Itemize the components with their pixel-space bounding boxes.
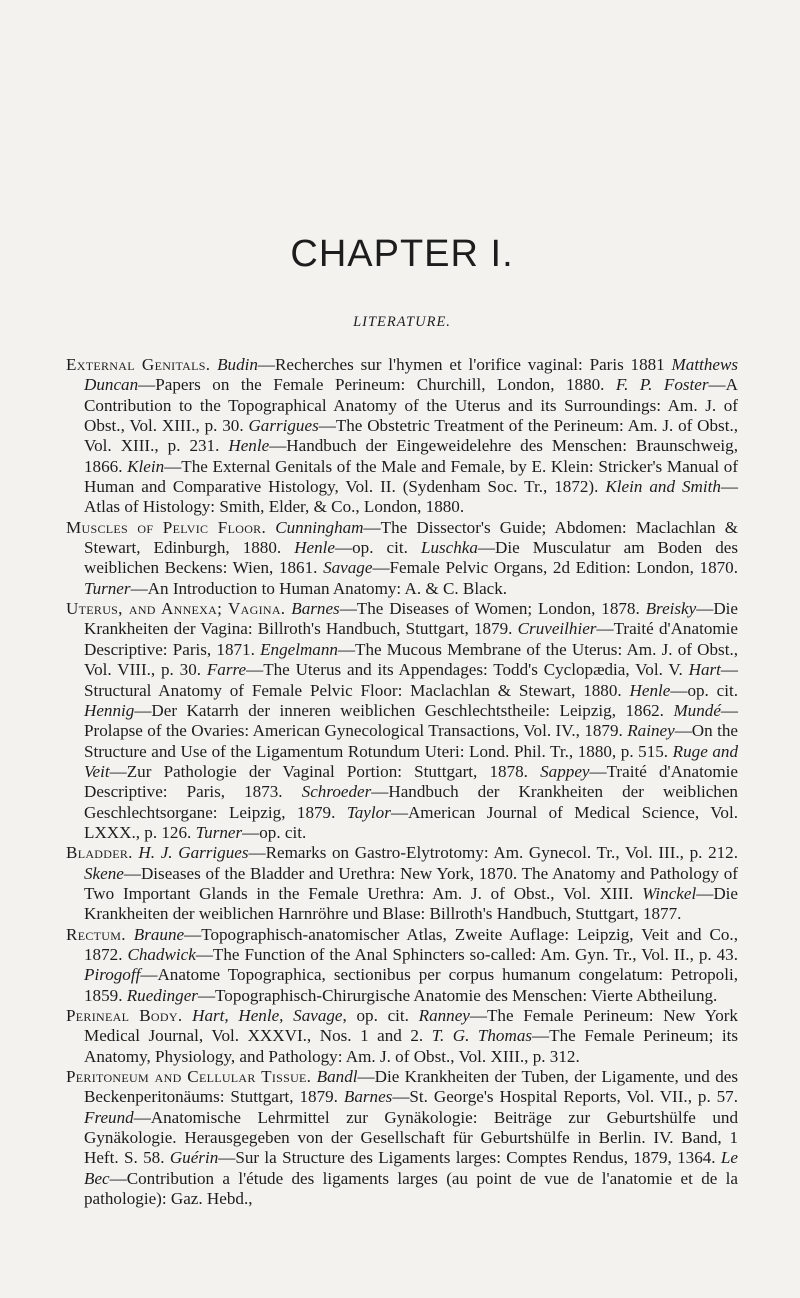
author-name: F. P. Foster bbox=[615, 375, 709, 395]
author-name: Hart bbox=[688, 660, 721, 680]
literature-entry bbox=[66, 355, 738, 518]
citation-text: —The External Genitals of the Male and Female, by E. Klein: Stricker's Manual of Human and Comparative Histology, Vol. II. (Sydenham Soc. Tr., 1872). bbox=[84, 456, 739, 497]
citation-text: —Die Musculatur am Boden des weiblichen Beckens: Wien, 1861. bbox=[84, 538, 739, 578]
citation-text: —A Contribution to the Topographical Anatomy of the Uterus and its Surroundings: Am. J. of Obst., Vol. XIII., p. 30. bbox=[84, 375, 738, 436]
literature-entry bbox=[66, 1067, 738, 1209]
citation-text: —The Dissector's Guide; Abdomen: Maclachlan & Stewart, Edinburgh, 1880. bbox=[84, 517, 738, 558]
citation-text: —Zur Pathologie der Vaginal Portion: Stuttgart, 1878. bbox=[109, 761, 541, 781]
section-title: LITERATURE. bbox=[353, 314, 451, 330]
author-name: Cunningham bbox=[275, 517, 364, 537]
author-name: Hennig bbox=[84, 700, 135, 720]
citation-text: —Die Krankheiten der weiblichen Harnröhre und Blase: Billroth's Handbuch, Stuttgart, 1877. bbox=[84, 883, 738, 924]
citation-text: —The Function of the Anal Sphincters so-called: Am. Gyn. Tr., Vol. II., p. 43. bbox=[195, 944, 738, 964]
citation-text: —Handbuch der Krankheiten der weiblichen Geschlechtsorgane: Leipzig, 1879. bbox=[84, 782, 738, 822]
author-name: Garrigues bbox=[248, 416, 319, 436]
author-name: Savage bbox=[323, 558, 373, 578]
author-name: Turner bbox=[84, 578, 131, 598]
author-name: Freund bbox=[84, 1107, 134, 1127]
citation-text: —The Obstetric Treatment of the Perineum: Am. J. of Obst., Vol. XIII., p. 231. bbox=[84, 416, 738, 456]
citation-text: —Anatome Topographica, sectionibus per corpus humanum congelatum: Petropoli, 1859. bbox=[84, 965, 738, 1005]
entry-heading: Rectum. bbox=[66, 924, 126, 944]
author-name: Sappey bbox=[540, 761, 590, 781]
citation-text: —Contribution a l'étude des ligaments larges (au point de vue de l'anatomie et de la pathologie): Gaz. Hebd., bbox=[84, 1168, 738, 1209]
citation-text: —On the Structure and Use of the Ligamentum Rotundum Uteri: Lond. Phil. Tr., 1880, p. 515. bbox=[84, 721, 738, 761]
author-name: Klein bbox=[127, 456, 165, 476]
citation-text: —Atlas of Histology: Smith, Elder, & Co., London, 1880. bbox=[84, 477, 738, 517]
author-name: Barnes bbox=[291, 599, 340, 619]
author-name: Guérin bbox=[169, 1148, 219, 1168]
author-name: Braune bbox=[133, 924, 185, 944]
author-name: Turner bbox=[195, 822, 243, 842]
citation-text: —Handbuch der Eingeweidelehre des Menschen: Braunschweig, 1866. bbox=[84, 436, 738, 476]
author-name: Luschka bbox=[420, 538, 478, 558]
citation-text: —Structural Anatomy of Female Pelvic Floor: Maclachlan & Stewart, 1880. bbox=[84, 660, 738, 700]
citation-text: —Diseases of the Bladder and Urethra: New York, 1870. The Anatomy and Pathology of Two Important Glands in the Female Urethra: Am. J. of Obst., Vol. XIII. bbox=[84, 863, 738, 903]
literature-entry bbox=[66, 518, 738, 599]
citation-text: —The Mucous Membrane of the Uterus: Am. J. of Obst., Vol. VIII., p. 30. bbox=[84, 639, 738, 680]
citation-text: —Remarks on Gastro-Elytrotomy: Am. Gynecol. Tr., Vol. III., p. 212. bbox=[248, 843, 738, 863]
citation-text: —Papers on the Female Perineum: Churchill, London, 1880. bbox=[138, 375, 616, 395]
author-name: Barnes bbox=[343, 1087, 393, 1107]
author-name: Mundé bbox=[673, 700, 721, 720]
citation-text: —Traité d'Anatomie Descriptive: Paris, 1873. bbox=[84, 761, 738, 802]
literature-entry bbox=[66, 925, 738, 1006]
author-name: Matthews Duncan bbox=[84, 355, 739, 395]
citation-text: —American Journal of Medical Science, Vol. LXXX., p. 126. bbox=[84, 802, 738, 842]
author-name: H. J. Garrigues bbox=[138, 843, 249, 863]
author-name: Rainey bbox=[627, 721, 675, 741]
author-name: Klein and Smith bbox=[605, 477, 721, 497]
citation-text: —Die Krankheiten der Vagina: Billroth's Handbuch, Stuttgart, 1879. bbox=[84, 599, 739, 639]
entry-heading: Bladder. bbox=[66, 843, 133, 863]
author-name: Henle bbox=[294, 538, 336, 558]
literature-list bbox=[66, 355, 738, 1209]
citation-text: —The Female Perineum: New York Medical Journal, Vol. XXXVI., Nos. 1 and 2. bbox=[84, 1006, 738, 1046]
citation-text: —Traité d'Anatomie Descriptive: Paris, 1871. bbox=[84, 619, 738, 659]
citation-text: —Der Katarrh der inneren weiblichen Geschlechtstheile: Leipzig, 1862. bbox=[134, 700, 674, 720]
literature-entry bbox=[66, 843, 738, 924]
entry-heading: External Genitals. bbox=[66, 355, 211, 374]
citation-text: —An Introduction to Human Anatomy: A. & C. Black. bbox=[130, 578, 508, 598]
author-name: Budin bbox=[217, 355, 258, 374]
entry-heading: Perineal Body. bbox=[66, 1006, 183, 1025]
author-name: Schroeder bbox=[301, 782, 372, 802]
citation-text: —op. cit. bbox=[670, 680, 739, 700]
author-name: Ranney bbox=[418, 1006, 470, 1025]
citation-text: —Die Krankheiten der Tuben, der Ligamente, und des Beckenperitonäums: Stuttgart, 1879. bbox=[84, 1067, 739, 1107]
author-name: Cruveilhier bbox=[517, 619, 597, 639]
author-name: Le Bec bbox=[84, 1148, 738, 1188]
entry-heading: Uterus, and Annexa; Vagina. bbox=[66, 599, 286, 619]
author-name: Chadwick bbox=[127, 944, 196, 964]
author-name: Henle bbox=[228, 436, 270, 456]
citation-text: —Anatomische Lehrmittel zur Gynäkologie: Beiträge zur Geburtshülfe und Gynäkologie. Herausgegeben von der Gesellschaft für Geburtshülfe in Berlin. IV. Band, 1 Heft. S. 58. bbox=[84, 1107, 738, 1168]
citation-text: —Topographisch-anatomischer Atlas, Zweite Auflage: Leipzig, Veit and Co., 1872. bbox=[84, 924, 738, 964]
literature-entry bbox=[66, 1006, 738, 1067]
citation-text: , op. cit. bbox=[342, 1006, 419, 1025]
author-name: Winckel bbox=[642, 883, 697, 903]
author-name: Farre bbox=[206, 660, 247, 680]
author-name: Ruge and Veit bbox=[84, 741, 738, 781]
citation-text: —Recherches sur l'hymen et l'orifice vaginal: Paris 1881 bbox=[257, 355, 672, 374]
citation-text: —The Female Perineum; its Anatomy, Physiology, and Pathology: Am. J. of Obst., Vol. XIII., p. 312. bbox=[84, 1026, 739, 1066]
author-name: Pirogoff bbox=[84, 965, 141, 985]
author-name: Bandl bbox=[316, 1067, 358, 1087]
citation-text: —op. cit. bbox=[335, 538, 421, 558]
entry-heading: Muscles of Pelvic Floor. bbox=[66, 517, 267, 537]
author-name: T. G. Thomas bbox=[431, 1026, 533, 1046]
citation-text: —St. George's Hospital Reports, Vol. VII., p. 57. bbox=[392, 1087, 739, 1107]
author-name: Henle bbox=[629, 680, 671, 700]
citation-text: —Topographisch-Chirurgische Anatomie des Menschen: Vierte Abtheilung. bbox=[197, 985, 718, 1005]
author-name: Breisky bbox=[645, 599, 697, 619]
author-name: Engelmann bbox=[260, 639, 338, 659]
entry-heading: Peritoneum and Cellular Tissue. bbox=[66, 1067, 312, 1087]
author-name: Skene bbox=[84, 863, 124, 883]
citation-text: —The Diseases of Women; London, 1878. bbox=[339, 599, 646, 619]
citation-text: —Prolapse of the Ovaries: American Gynecological Transactions, Vol. IV., 1879. bbox=[84, 700, 738, 741]
literature-entry bbox=[66, 599, 738, 843]
citation-text: —Female Pelvic Organs, 2d Edition: London, 1870. bbox=[372, 558, 738, 578]
author-name: Ruedinger bbox=[126, 985, 198, 1005]
author-name: Hart, Henle, Savage bbox=[192, 1006, 343, 1025]
chapter-title: CHAPTER I. bbox=[290, 233, 514, 275]
author-name: Taylor bbox=[346, 802, 391, 822]
citation-text: —The Uterus and its Appendages: Todd's Cyclopædia, Vol. V. bbox=[246, 660, 689, 680]
citation-text: —op. cit. bbox=[242, 822, 307, 842]
citation-text: —Sur la Structure des Ligaments larges: Comptes Rendus, 1879, 1364. bbox=[218, 1148, 721, 1168]
